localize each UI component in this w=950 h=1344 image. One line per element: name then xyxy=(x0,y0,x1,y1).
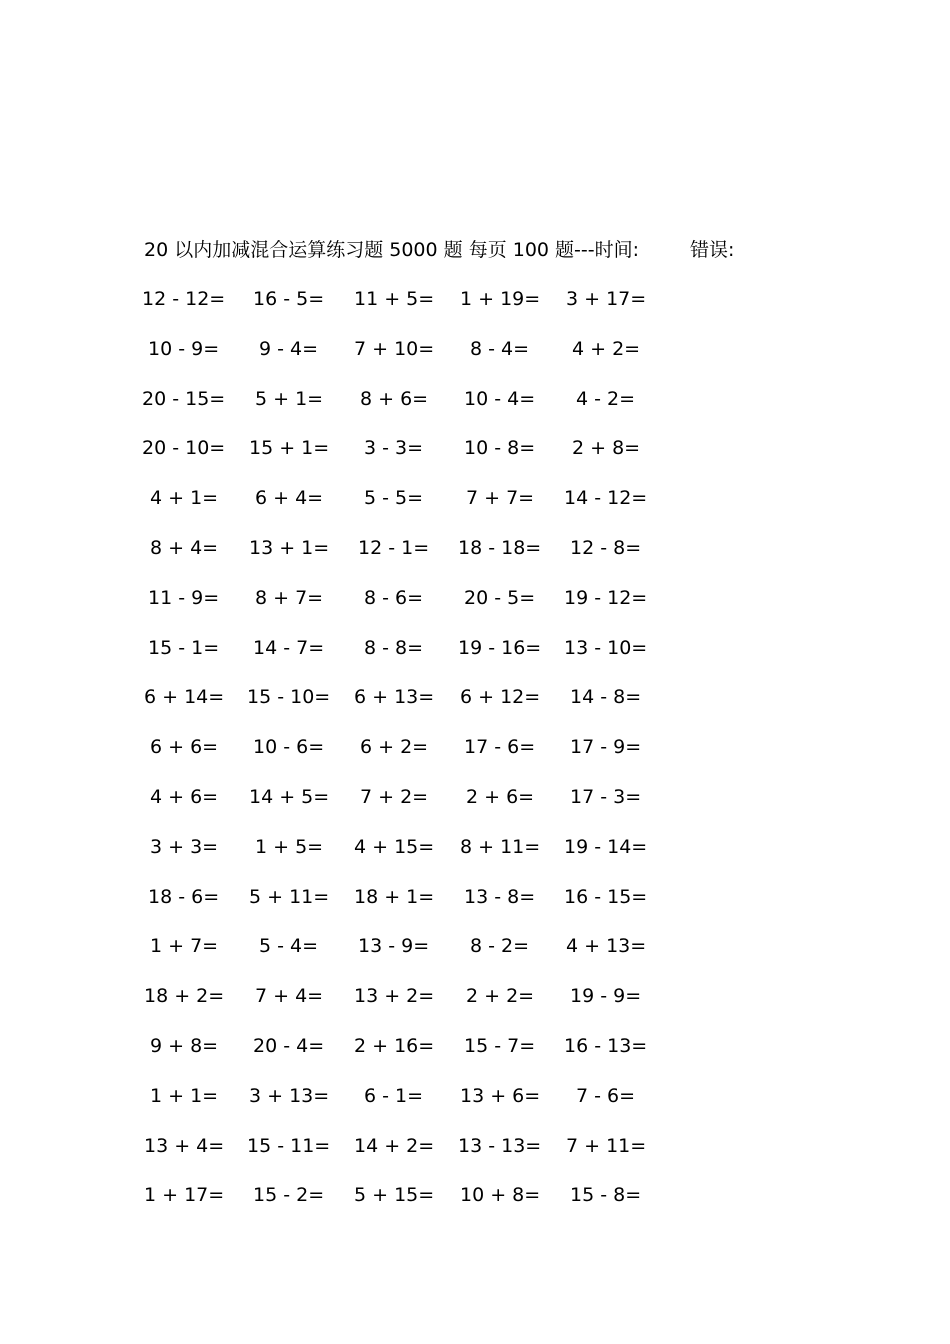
arithmetic-problem: 1 + 17= xyxy=(144,1184,225,1207)
arithmetic-problem: 6 + 4= xyxy=(255,487,324,510)
arithmetic-problem: 15 - 1= xyxy=(148,636,220,659)
arithmetic-problem: 5 + 11= xyxy=(249,885,330,908)
arithmetic-problem: 19 - 14= xyxy=(564,835,648,858)
arithmetic-problem: 14 + 2= xyxy=(354,1134,435,1157)
arithmetic-problem: 8 + 6= xyxy=(360,387,429,410)
arithmetic-problem: 15 - 8= xyxy=(570,1184,642,1207)
arithmetic-problem: 13 + 6= xyxy=(460,1084,541,1107)
arithmetic-problem: 7 + 4= xyxy=(255,985,324,1008)
arithmetic-problem: 17 - 3= xyxy=(570,785,642,808)
problem-row xyxy=(0,982,950,1032)
arithmetic-problem: 10 - 9= xyxy=(148,337,220,360)
arithmetic-problem: 18 - 18= xyxy=(458,536,542,559)
arithmetic-problem: 8 - 6= xyxy=(364,586,424,609)
arithmetic-problem: 14 - 12= xyxy=(564,487,648,510)
arithmetic-problem: 5 + 15= xyxy=(354,1184,435,1207)
arithmetic-problem: 19 - 16= xyxy=(458,636,542,659)
arithmetic-problem: 13 - 8= xyxy=(464,885,536,908)
arithmetic-problem: 3 + 13= xyxy=(249,1084,330,1107)
arithmetic-problem: 3 - 3= xyxy=(364,437,424,460)
problem-row xyxy=(0,534,950,584)
arithmetic-problem: 6 + 14= xyxy=(144,686,225,709)
problem-row xyxy=(0,1082,950,1132)
arithmetic-problem: 6 + 6= xyxy=(150,736,219,759)
worksheet-header xyxy=(144,236,784,264)
problem-row xyxy=(0,883,950,933)
arithmetic-problem: 14 - 8= xyxy=(570,686,642,709)
arithmetic-problem: 18 + 1= xyxy=(354,885,435,908)
problem-row xyxy=(0,833,950,883)
arithmetic-problem: 4 + 1= xyxy=(150,487,219,510)
arithmetic-problem: 4 - 2= xyxy=(576,387,636,410)
arithmetic-problem: 9 - 4= xyxy=(259,337,319,360)
problem-row xyxy=(0,783,950,833)
problem-row xyxy=(0,385,950,435)
arithmetic-problem: 13 + 2= xyxy=(354,985,435,1008)
arithmetic-problem: 5 - 4= xyxy=(259,935,319,958)
arithmetic-problem: 13 + 1= xyxy=(249,536,330,559)
arithmetic-problem: 5 - 5= xyxy=(364,487,424,510)
arithmetic-problem: 6 - 1= xyxy=(364,1084,424,1107)
problem-row xyxy=(0,584,950,634)
arithmetic-problem: 19 - 9= xyxy=(570,985,642,1008)
arithmetic-problem: 20 - 10= xyxy=(142,437,226,460)
arithmetic-problem: 3 + 17= xyxy=(566,288,647,310)
problem-row xyxy=(0,1032,950,1082)
arithmetic-problem: 8 - 4= xyxy=(470,337,530,360)
arithmetic-problem: 13 + 4= xyxy=(144,1134,225,1157)
problem-row xyxy=(0,1181,950,1231)
arithmetic-problem: 1 + 7= xyxy=(150,935,219,958)
arithmetic-problem: 6 + 13= xyxy=(354,686,435,709)
arithmetic-problem: 20 - 15= xyxy=(142,387,226,410)
arithmetic-problem: 12 - 1= xyxy=(358,536,430,559)
arithmetic-problem: 8 + 7= xyxy=(255,586,324,609)
arithmetic-problem: 7 + 2= xyxy=(360,785,429,808)
arithmetic-problem: 7 + 7= xyxy=(466,487,535,510)
arithmetic-problem: 10 - 6= xyxy=(253,736,325,759)
arithmetic-problem: 2 + 6= xyxy=(466,785,535,808)
arithmetic-problem: 1 + 5= xyxy=(255,835,324,858)
arithmetic-problem: 2 + 8= xyxy=(572,437,641,460)
arithmetic-problem: 10 - 8= xyxy=(464,437,536,460)
arithmetic-problem: 18 - 6= xyxy=(148,885,220,908)
worksheet-title: 20 以内加减混合运算练习题 5000 题 每页 100 题---时间: xyxy=(144,239,640,261)
arithmetic-problem: 14 - 7= xyxy=(253,636,325,659)
arithmetic-problem: 4 + 13= xyxy=(566,935,647,958)
arithmetic-problem: 7 + 10= xyxy=(354,337,435,360)
problem-row xyxy=(0,285,950,335)
arithmetic-problem: 3 + 3= xyxy=(150,835,219,858)
problem-row xyxy=(0,1132,950,1182)
arithmetic-problem: 11 + 5= xyxy=(354,288,435,310)
arithmetic-problem: 16 - 5= xyxy=(253,288,325,310)
arithmetic-problem: 1 + 1= xyxy=(150,1084,219,1107)
arithmetic-problem: 6 + 12= xyxy=(460,686,541,709)
arithmetic-problem: 13 - 13= xyxy=(458,1134,542,1157)
arithmetic-problem: 11 - 9= xyxy=(148,586,220,609)
problem-row xyxy=(0,335,950,385)
arithmetic-problem: 15 - 10= xyxy=(247,686,331,709)
arithmetic-problem: 8 + 11= xyxy=(460,835,541,858)
problem-row xyxy=(0,634,950,684)
problem-row xyxy=(0,683,950,733)
problem-row xyxy=(0,434,950,484)
arithmetic-problem: 1 + 19= xyxy=(460,288,541,310)
arithmetic-problem: 10 - 4= xyxy=(464,387,536,410)
problem-row xyxy=(0,932,950,982)
arithmetic-problem: 15 - 2= xyxy=(253,1184,325,1207)
arithmetic-problem: 13 - 10= xyxy=(564,636,648,659)
arithmetic-problem: 7 + 11= xyxy=(566,1134,647,1157)
arithmetic-problem: 12 - 12= xyxy=(142,288,226,310)
arithmetic-problem: 8 - 2= xyxy=(470,935,530,958)
arithmetic-problem: 2 + 2= xyxy=(466,985,535,1008)
arithmetic-problem: 12 - 8= xyxy=(570,536,642,559)
error-count-label: 错误: xyxy=(690,239,735,261)
problem-row xyxy=(0,733,950,783)
arithmetic-problem: 4 + 15= xyxy=(354,835,435,858)
arithmetic-problem: 20 - 4= xyxy=(253,1034,325,1057)
arithmetic-problem: 16 - 15= xyxy=(564,885,648,908)
arithmetic-problem: 4 + 6= xyxy=(150,785,219,808)
arithmetic-problem: 6 + 2= xyxy=(360,736,429,759)
arithmetic-problem: 5 + 1= xyxy=(255,387,324,410)
arithmetic-problem: 15 - 7= xyxy=(464,1034,536,1057)
arithmetic-problem: 9 + 8= xyxy=(150,1034,219,1057)
arithmetic-problem: 16 - 13= xyxy=(564,1034,648,1057)
arithmetic-problem: 4 + 2= xyxy=(572,337,641,360)
arithmetic-problem: 15 + 1= xyxy=(249,437,330,460)
problem-grid xyxy=(0,285,950,1231)
arithmetic-problem: 19 - 12= xyxy=(564,586,648,609)
problem-row xyxy=(0,484,950,534)
arithmetic-problem: 8 - 8= xyxy=(364,636,424,659)
arithmetic-problem: 2 + 16= xyxy=(354,1034,435,1057)
arithmetic-problem: 17 - 6= xyxy=(464,736,536,759)
arithmetic-problem: 8 + 4= xyxy=(150,536,219,559)
arithmetic-problem: 18 + 2= xyxy=(144,985,225,1008)
arithmetic-problem: 14 + 5= xyxy=(249,785,330,808)
arithmetic-problem: 15 - 11= xyxy=(247,1134,331,1157)
arithmetic-problem: 7 - 6= xyxy=(576,1084,636,1107)
arithmetic-problem: 10 + 8= xyxy=(460,1184,541,1207)
arithmetic-problem: 17 - 9= xyxy=(570,736,642,759)
arithmetic-problem: 20 - 5= xyxy=(464,586,536,609)
arithmetic-problem: 13 - 9= xyxy=(358,935,430,958)
